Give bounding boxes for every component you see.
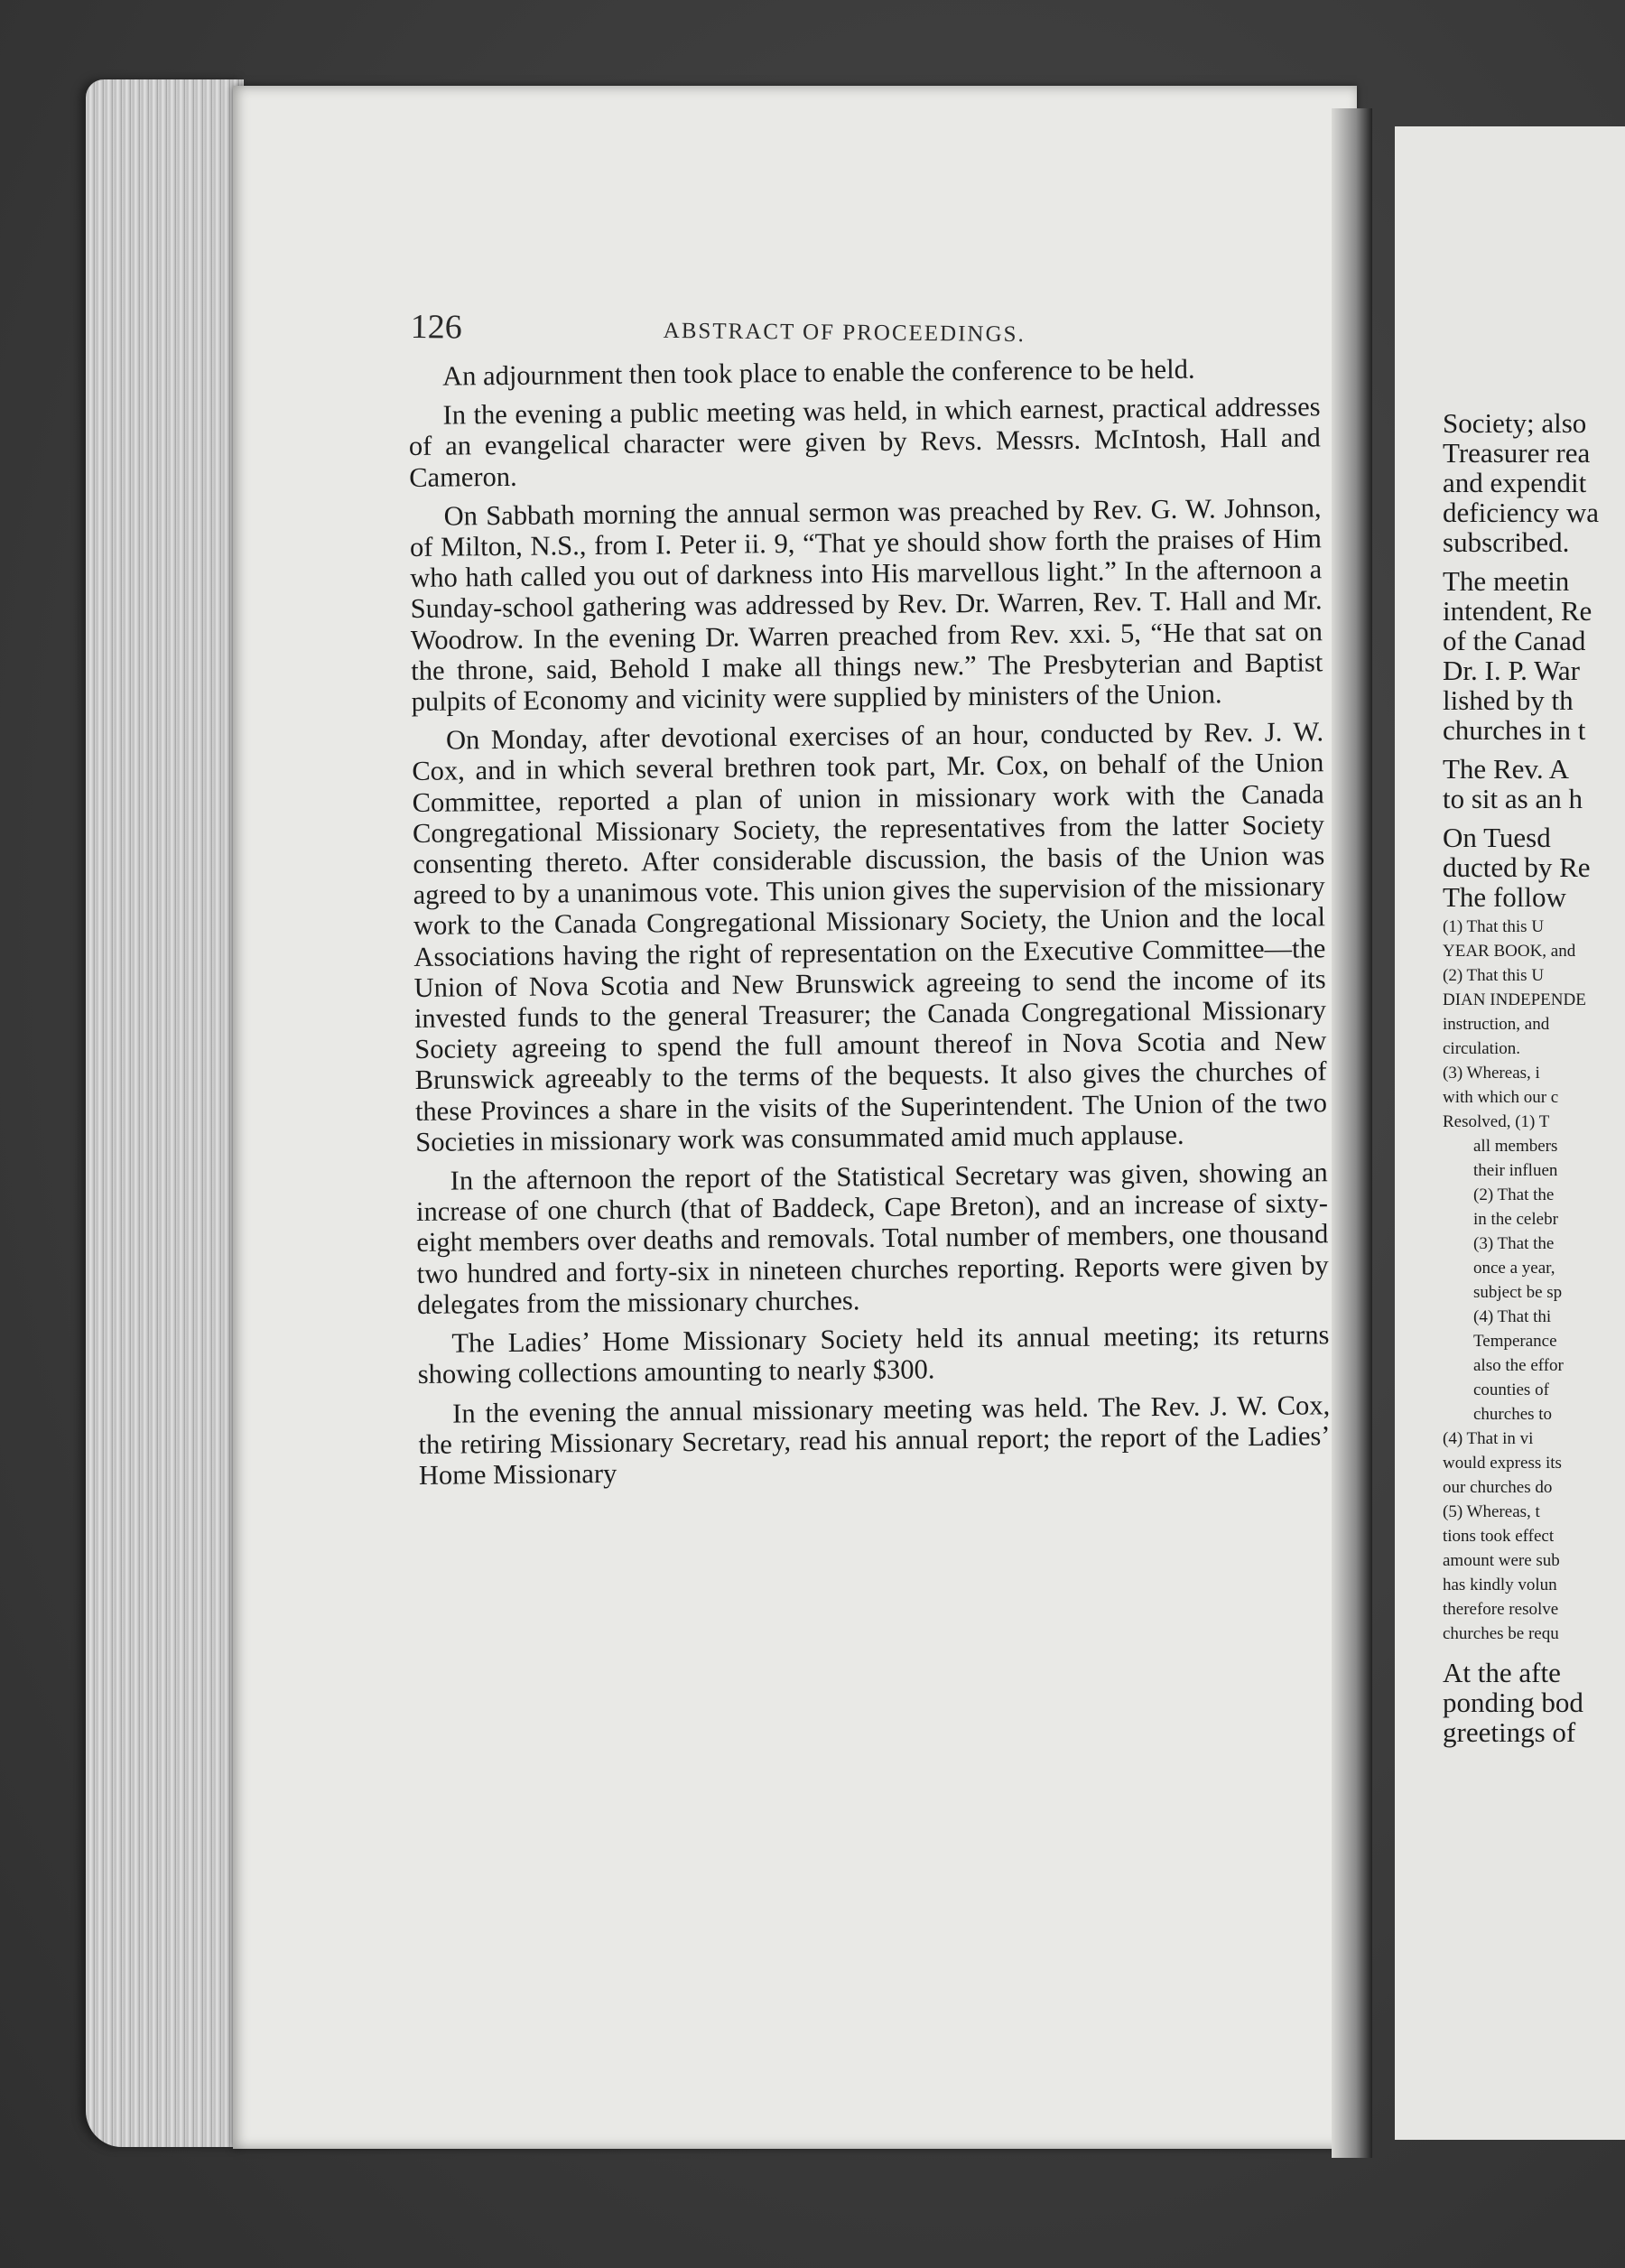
- facing-line: On Tuesd: [1443, 822, 1551, 853]
- facing-resolved-line: (3) That the: [1473, 1234, 1555, 1253]
- facing-resolved-line: all members: [1473, 1137, 1558, 1156]
- facing-line: At the afte: [1443, 1657, 1561, 1688]
- facing-line: ducted by Re: [1443, 851, 1591, 883]
- facing-line: Treasurer rea: [1443, 437, 1591, 469]
- facing-tail-line: churches be requ: [1443, 1624, 1559, 1643]
- facing-resolved-line: counties of: [1473, 1380, 1549, 1399]
- page-number: 126: [410, 307, 462, 347]
- facing-tail-line: therefore resolve: [1443, 1600, 1559, 1619]
- facing-tail-line: tions took effect: [1443, 1527, 1555, 1546]
- paragraph: In the evening the annual missionary meeting was held. The Rev. J. W. Cox, the retiring Missionary Secretary, read his annual report; the report of the Ladies’ Home Missionary: [418, 1389, 1331, 1491]
- facing-line: deficiency wa: [1443, 497, 1599, 528]
- facing-tail-line: has kindly volun: [1443, 1576, 1557, 1594]
- paragraph: On Monday, after devotional exercises of an hour, conducted by Rev. J. W. Cox, and in which several brethren took part, Mr. Cox, on behalf of the Union Committee, reported a plan of union in missionary work with the Canada Congregational Missionary Society, the representatives from the latter Society consenting thereto. After considerable discussion, the basis of the Union was agreed to by a unanimous vote. This union gives the supervision of the missionary work to the Canada Congregational Missionary Society, the Union and the local Associations having the right of representation on the Executive Committee—the Union of Nova Scotia and New Brunswick agreeing to send the income of its invested funds to the general Treasurer; the Canada Congregational Missionary Society agreeing to spend the full amount thereof in Nova Scotia and New Brunswick agreeably to the terms of the bequests. It also gives the churches of these Provinces a share in the visits of the Superintendent. The Union of the two Societies in missionary work was consummated amid much applause.: [412, 716, 1328, 1157]
- facing-line: greetings of: [1443, 1716, 1576, 1748]
- facing-tail-line: (4) That in vi: [1443, 1429, 1534, 1448]
- facing-tail-line: (5) Whereas, t: [1443, 1502, 1540, 1521]
- facing-tail-line: would express its: [1443, 1454, 1562, 1473]
- book-gutter: [1332, 108, 1372, 2158]
- page-header-title: ABSTRACT OF PROCEEDINGS.: [663, 318, 1026, 348]
- facing-small-line: (3) Whereas, i: [1443, 1064, 1540, 1083]
- book-page-edges: [86, 79, 244, 2147]
- facing-small-line: DIAN INDEPENDE: [1443, 990, 1586, 1009]
- paragraph: In the evening a public meeting was held, in which earnest, practical addresses of an evangelical character were given by Revs. Messrs. McIntosh, Hall and Cameron.: [408, 391, 1322, 493]
- facing-small-line: with which our c: [1443, 1088, 1559, 1107]
- facing-line: lished by th: [1443, 684, 1574, 716]
- paragraph: In the afternoon the report of the Statistical Secretary was given, showing an increase of one church (that of Baddeck, Cape Breton), and an increase of sixty-eight members over deaths and removals. Total number of members, one thousand two hundred and forty-six in nineteen churches reporting. Reports were given by delegates from the missionary churches.: [415, 1157, 1329, 1320]
- facing-line: of the Canad: [1443, 625, 1586, 656]
- facing-line: The Rev. A: [1443, 753, 1570, 785]
- facing-line: The meetin: [1443, 565, 1570, 597]
- facing-line: subscribed.: [1443, 526, 1570, 558]
- facing-tail-line: amount were sub: [1443, 1551, 1560, 1570]
- paragraph: The Ladies’ Home Missionary Society held its annual meeting; its returns showing collections amounting to nearly $300.: [417, 1319, 1330, 1390]
- facing-resolved-line: churches to: [1473, 1405, 1553, 1424]
- facing-page-text: [1443, 408, 1625, 1747]
- facing-resolved-line: (2) That the: [1473, 1185, 1555, 1204]
- facing-small-line: (2) That this U: [1443, 966, 1545, 985]
- facing-small-line: circulation.: [1443, 1039, 1520, 1058]
- facing-line: churches in t: [1443, 714, 1586, 746]
- facing-line: ponding bod: [1443, 1687, 1583, 1718]
- paragraph: An adjournment then took place to enable the conference to be held.: [441, 353, 1195, 392]
- facing-resolved-line: once a year,: [1473, 1259, 1555, 1278]
- facing-line: Dr. I. P. War: [1443, 655, 1580, 686]
- facing-resolved-line: also the effor: [1473, 1356, 1564, 1375]
- facing-resolved-line: subject be sp: [1473, 1283, 1563, 1302]
- facing-small-line: YEAR BOOK, and: [1443, 942, 1576, 961]
- facing-line: to sit as an h: [1443, 783, 1583, 814]
- facing-small-line: instruction, and: [1443, 1015, 1550, 1034]
- facing-resolved-line: Temperance: [1473, 1332, 1557, 1351]
- facing-resolved-line: in the celebr: [1473, 1210, 1558, 1229]
- facing-resolved-line: their influen: [1473, 1161, 1558, 1180]
- facing-small-line: (1) That this U: [1443, 917, 1545, 936]
- main-text-column: [408, 352, 1331, 1499]
- facing-resolved-line: Resolved, (1) T: [1443, 1112, 1550, 1131]
- facing-line: and expendit: [1443, 467, 1587, 498]
- facing-line: The follow: [1443, 881, 1566, 913]
- facing-line: intendent, Re: [1443, 595, 1592, 627]
- paragraph: On Sabbath morning the annual sermon was preached by Rev. G. W. Johnson, of Milton, N.S., from I. Peter ii. 9, “That ye should show forth the praises of Him who hath called you out of darkness into His marvellous light.” In the afternoon a Sunday-school gathering was addressed by Rev. Dr. Warren, Rev. T. Hall and Mr. Woodrow. In the evening Dr. Warren preached from Rev. xxi. 5, “He that sat on the throne, said, Behold I make all things new.” The Presbyterian and Baptist pulpits of Economy and vicinity were supplied by ministers of the Union.: [409, 492, 1323, 718]
- facing-line: Society; also: [1443, 407, 1587, 439]
- facing-resolved-line: (4) That thi: [1473, 1307, 1552, 1326]
- facing-tail-line: our churches do: [1443, 1478, 1553, 1497]
- running-head: [410, 305, 1322, 360]
